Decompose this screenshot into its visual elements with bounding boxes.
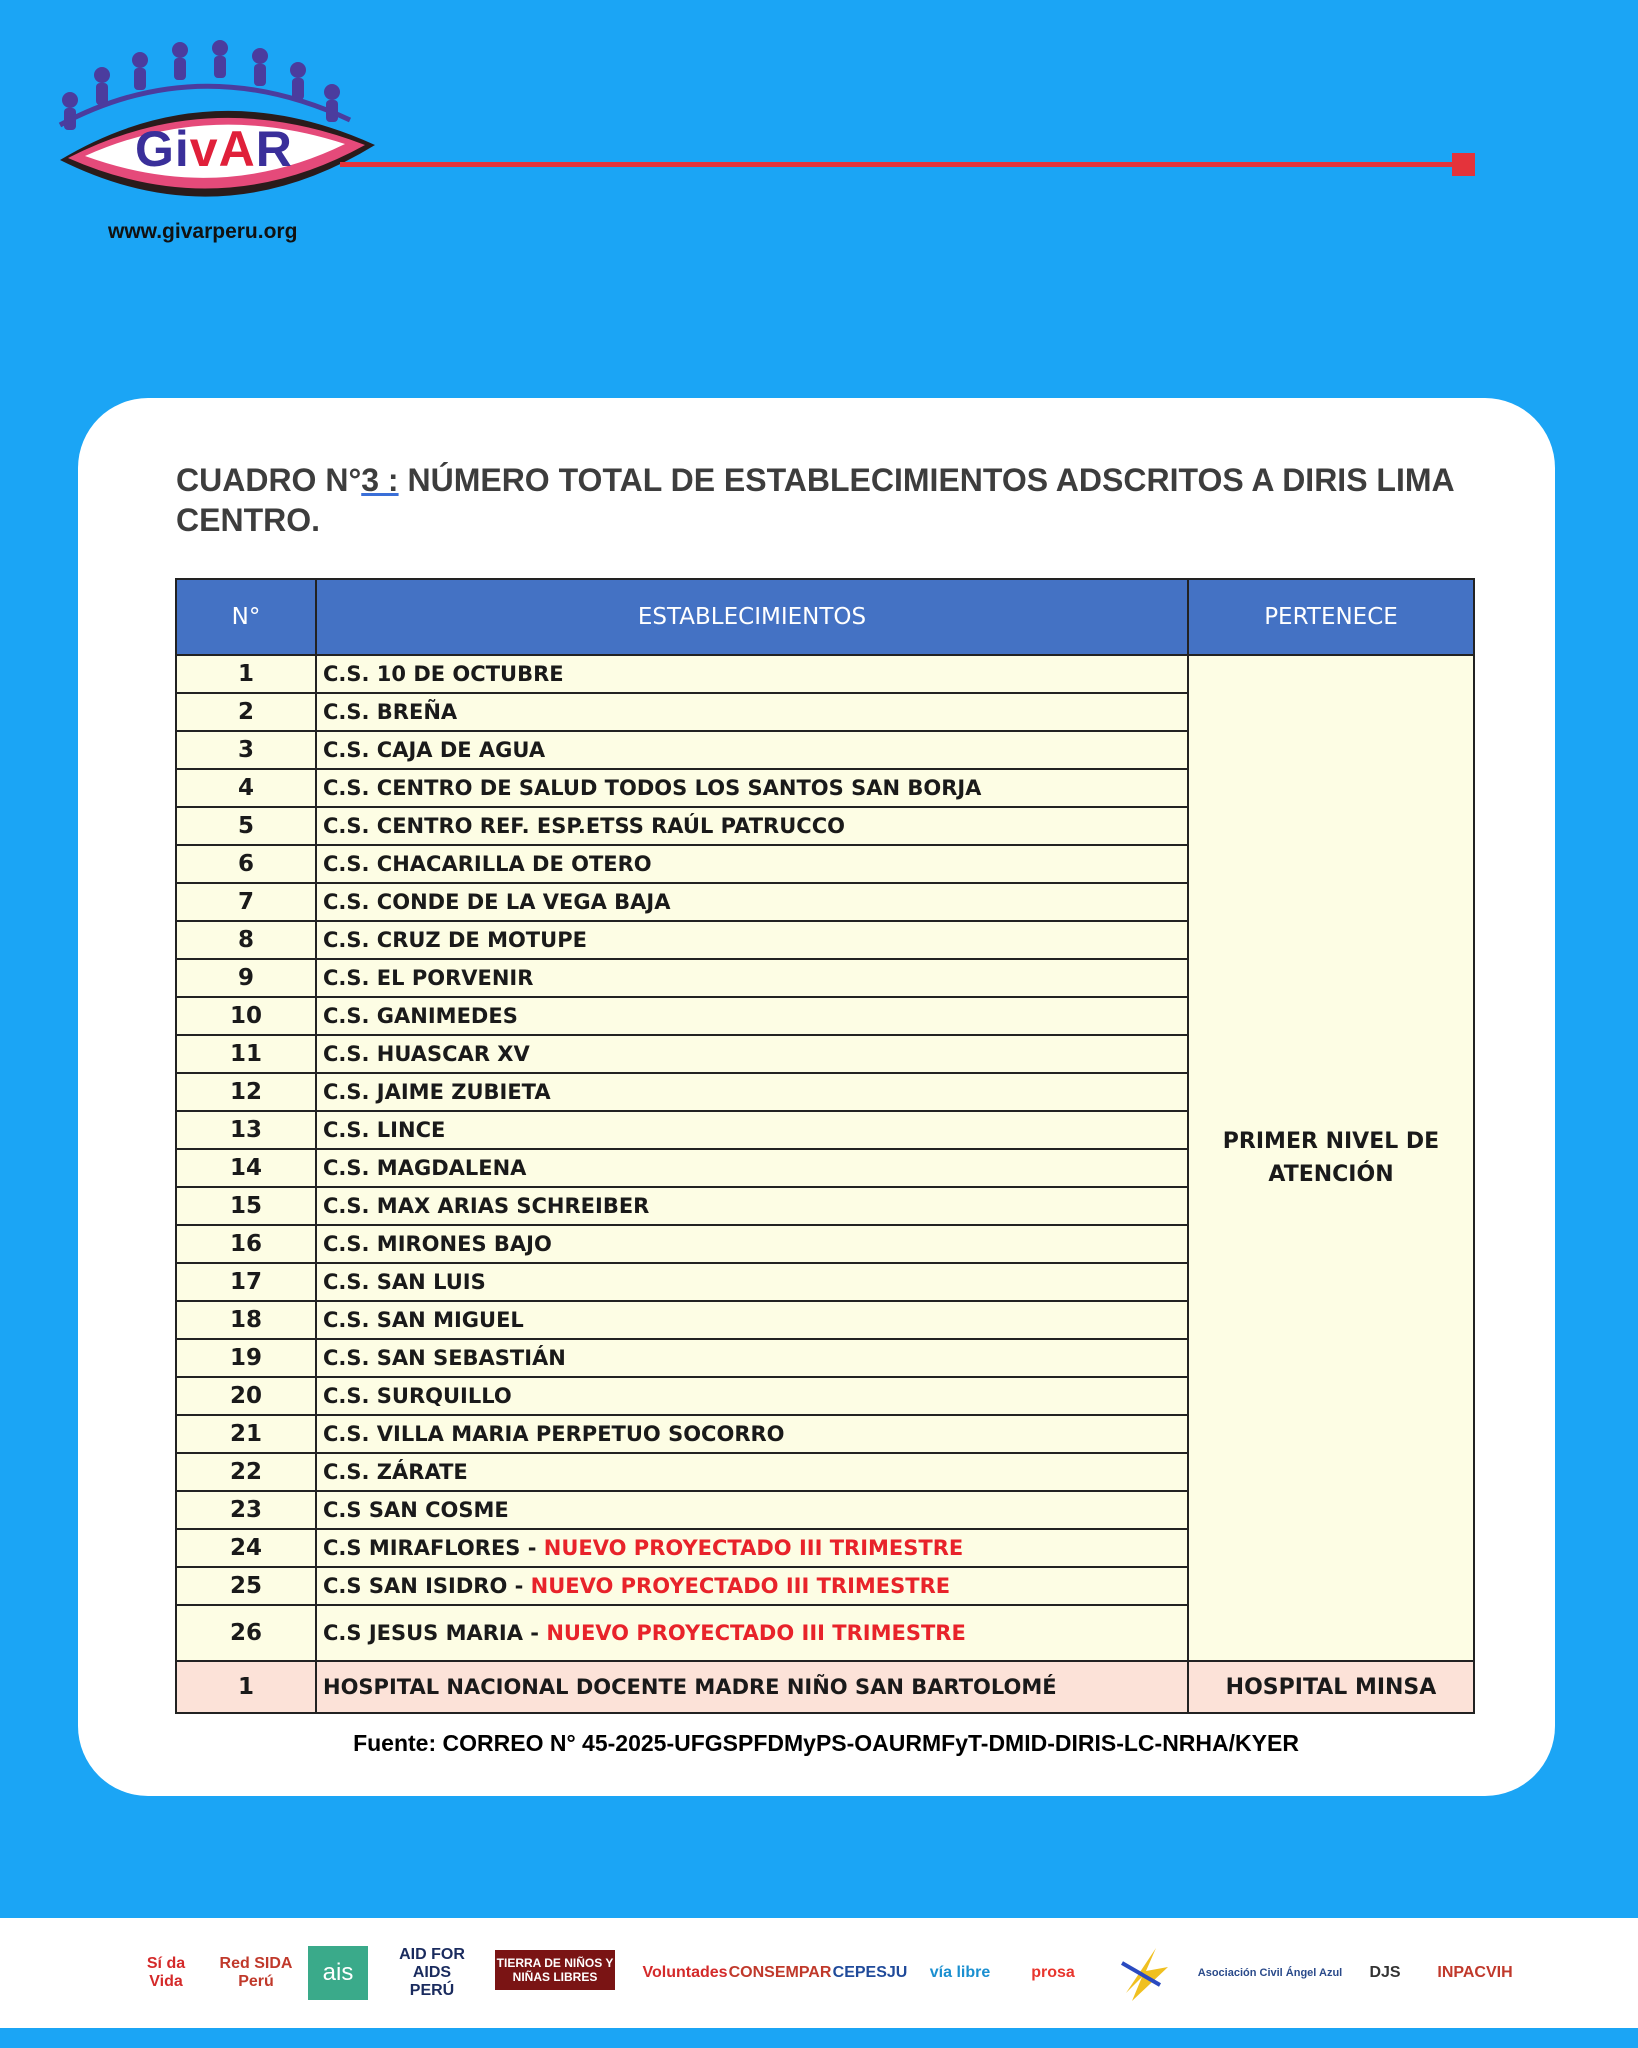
establishment-label: C.S. CONDE DE LA VEGA BAJA [323,890,671,914]
logo-wordmark: GivAR [135,121,293,177]
establishment-label: C.S. CRUZ DE MOTUPE [323,928,587,952]
establishment-label: C.S SAN ISIDRO - [323,1574,524,1598]
establishment-label: C.S. CAJA DE AGUA [323,738,546,762]
establishment-label: C.S. LINCE [323,1118,446,1142]
row-number: 15 [176,1187,316,1225]
row-number: 24 [176,1529,316,1567]
star-logo [1112,1940,1176,2006]
establishment-name [316,1073,1188,1111]
establishment-name [316,1453,1188,1491]
establishment-label: C.S. SAN LUIS [323,1270,486,1294]
source-note: Fuente: CORREO N° 45-2025-UFGSPFDMyPS-OAURMFyT-DMID-DIRIS-LC-NRHA/KYER [353,1730,1299,1756]
establishment-label: C.S. CENTRO REF. ESP.ETSS RAÚL PATRUCCO [323,814,845,838]
row-number: 5 [176,807,316,845]
row-number: 21 [176,1415,316,1453]
row-number: 26 [176,1605,316,1661]
establishment-name [316,921,1188,959]
establishment-name [316,1263,1188,1301]
website-url[interactable]: www.givarperu.org [108,220,298,243]
establishment-name: HOSPITAL NACIONAL DOCENTE MADRE NIÑO SAN BARTOLOMÉ [316,1661,1188,1713]
row-number: 16 [176,1225,316,1263]
establishment-label: C.S. SAN MIGUEL [323,1308,524,1332]
row-number: 23 [176,1491,316,1529]
establishment-label: C.S. CENTRO DE SALUD TODOS LOS SANTOS SAN BORJA [323,776,982,800]
consempar-logo: CONSEMPAR [728,1964,832,1981]
establishment-label: C.S. GANIMEDES [323,1004,518,1028]
row-number: 13 [176,1111,316,1149]
title-text: NÚMERO TOTAL DE ESTABLECIMIENTOS ADSCRITOS A DIRIS LIMA CENTRO. [176,462,1454,538]
col-establishments: ESTABLECIMIENTOS [316,579,1188,655]
establishment-label: C.S. 10 DE OCTUBRE [323,662,564,686]
ribbon-icon: Sí da Vida [146,1955,186,1990]
establishment-name [316,845,1188,883]
header-rule-end [1452,153,1475,176]
table-header-row [176,579,1474,655]
title-prefix: CUADRO N° [176,462,362,498]
establishment-label: C.S. EL PORVENIR [323,966,534,990]
projection-note: NUEVO PROYECTADO III TRIMESTRE [546,1621,966,1645]
row-number: 6 [176,845,316,883]
ais-logo: ais [308,1946,368,2000]
row-number: 12 [176,1073,316,1111]
establishment-label: C.S. CHACARILLA DE OTERO [323,852,652,876]
row-number: 19 [176,1339,316,1377]
establishment-name [316,1567,1188,1605]
establishment-label: C.S. VILLA MARIA PERPETUO SOCORRO [323,1422,785,1446]
row-number: 3 [176,731,316,769]
row-number: 7 [176,883,316,921]
document-title [176,460,1476,540]
establishment-label: C.S MIRAFLORES - [323,1536,537,1560]
establishment-label: C.S. MIRONES BAJO [323,1232,552,1256]
primary-level-rows [176,655,1474,1661]
establishment-label: C.S. JAIME ZUBIETA [323,1080,551,1104]
establishment-label: C.S. MAX ARIAS SCHREIBER [323,1194,650,1218]
establishment-label: C.S SAN COSME [323,1498,509,1522]
table-row [176,655,1474,693]
angel-azul-logo: Asociación Civil Ángel Azul [1197,1967,1343,1979]
tierra-logo: TIERRA DE NIÑOS Y NIÑAS LIBRES [495,1950,615,1990]
establishment-label: C.S. BREÑA [323,700,458,724]
establishment-label: C.S. SAN SEBASTIÁN [323,1346,566,1370]
red-sida-logo: Red SIDA Perú [219,1955,293,1990]
establishment-name [316,693,1188,731]
row-number: 8 [176,921,316,959]
establishment-name [316,1377,1188,1415]
group-primary-level: PRIMER NIVEL DE ATENCIÓN [1188,655,1474,1661]
establishment-name [316,1339,1188,1377]
star-icon [1116,1943,1172,2003]
establishment-name [316,1491,1188,1529]
establishment-name [316,883,1188,921]
row-number: 22 [176,1453,316,1491]
hospital-rows [176,1661,1474,1713]
establishment-name [316,1301,1188,1339]
table-row [176,1661,1474,1713]
voluntades-logo: Voluntades [642,1964,728,1981]
givar-logo [40,30,380,250]
establishment-name [316,769,1188,807]
row-number: 25 [176,1567,316,1605]
establishment-name [316,1111,1188,1149]
establishment-name [316,655,1188,693]
cepesju-logo: CEPESJU [832,1964,908,1981]
col-belongs: PERTENECE [1188,579,1474,655]
vialibre-logo: vía libre [929,1964,991,1981]
row-number: 14 [176,1149,316,1187]
establishment-name [316,997,1188,1035]
establishment-name [316,731,1188,769]
establishment-label: C.S. HUASCAR XV [323,1042,530,1066]
row-number: 18 [176,1301,316,1339]
establishment-label: C.S. ZÁRATE [323,1460,468,1484]
projection-note: NUEVO PROYECTADO III TRIMESTRE [543,1536,964,1560]
establishment-label: C.S JESUS MARIA - [323,1621,540,1645]
row-number: 10 [176,997,316,1035]
establishment-name [316,1225,1188,1263]
establishment-name [316,1187,1188,1225]
footer-bar [0,2028,1638,2048]
row-number: 1 [176,655,316,693]
header-rule [340,162,1460,167]
row-number: 4 [176,769,316,807]
establishment-name [316,1605,1188,1661]
djs-logo: DJS [1369,1964,1401,1981]
establishment-name [316,1035,1188,1073]
prosa-logo: prosa [1031,1964,1075,1981]
row-number: 9 [176,959,316,997]
inpacvih-logo: INPACVIH [1437,1964,1513,1981]
establishments-table [175,578,1475,1714]
projection-note: NUEVO PROYECTADO III TRIMESTRE [530,1574,951,1598]
row-number: 2 [176,693,316,731]
row-number: 17 [176,1263,316,1301]
afa-logo: AID FOR AIDS PERÚ [399,1946,465,1999]
establishment-name [316,1415,1188,1453]
row-number: 20 [176,1377,316,1415]
establishment-label: C.S. SURQUILLO [323,1384,512,1408]
group-hospital: HOSPITAL MINSA [1188,1661,1474,1713]
establishment-name [316,1149,1188,1187]
row-number: 11 [176,1035,316,1073]
establishment-name [316,959,1188,997]
col-number: N° [176,579,316,655]
establishment-label: C.S. MAGDALENA [323,1156,527,1180]
title-number: 3 : [361,462,399,498]
establishment-name [316,807,1188,845]
row-number: 1 [176,1661,316,1713]
establishment-name [316,1529,1188,1567]
